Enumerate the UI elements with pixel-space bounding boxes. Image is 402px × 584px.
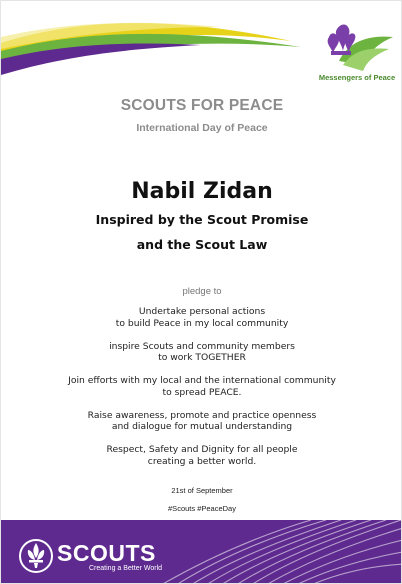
pledge-line: to build Peace in my local community (115, 317, 289, 329)
scouts-wordmark: SCOUTS (57, 540, 156, 566)
hashtags: #Scouts #PeaceDay (168, 504, 236, 513)
pledge-line: Respect, Safety and Dignity for all people (106, 444, 298, 455)
pledge-line: creating a better world. (147, 455, 257, 467)
pledge-line: Undertake personal actions (138, 306, 266, 317)
pledge-item (1, 375, 402, 398)
pledge-line: to work TOGETHER (158, 352, 246, 363)
pledge-item (1, 306, 402, 329)
recipient-name: Nabil Zidan (131, 179, 273, 204)
footer-band (1, 520, 402, 584)
pledge-item (1, 341, 402, 364)
pledge-line: Raise awareness, promote and practice openness (87, 409, 317, 421)
event-date: 21st of September (171, 486, 233, 495)
pledge-line: Join efforts with my local and the international community (68, 375, 336, 386)
pledge-list (1, 306, 402, 479)
inspired-line-2: and the Scout Law (136, 237, 268, 252)
pledge-item (1, 444, 402, 467)
pledge-item (1, 410, 402, 433)
scouts-tagline: Creating a Better World (89, 565, 163, 572)
page-subtitle: International Day of Peace (136, 122, 268, 134)
page-title: SCOUTS FOR PEACE (120, 97, 284, 114)
inspired-line-1: Inspired by the Scout Promise (95, 212, 309, 227)
pledge-line: to spread PEACE. (162, 386, 242, 398)
scout-fleur-de-lis-icon (19, 538, 53, 574)
pledge-intro: pledge to (182, 286, 222, 297)
pledge-line: and dialogue for mutual understanding (111, 421, 293, 432)
messengers-of-peace-caption: Messengers of Peace (318, 73, 396, 82)
pledge-line: inspire Scouts and community members (109, 340, 295, 352)
